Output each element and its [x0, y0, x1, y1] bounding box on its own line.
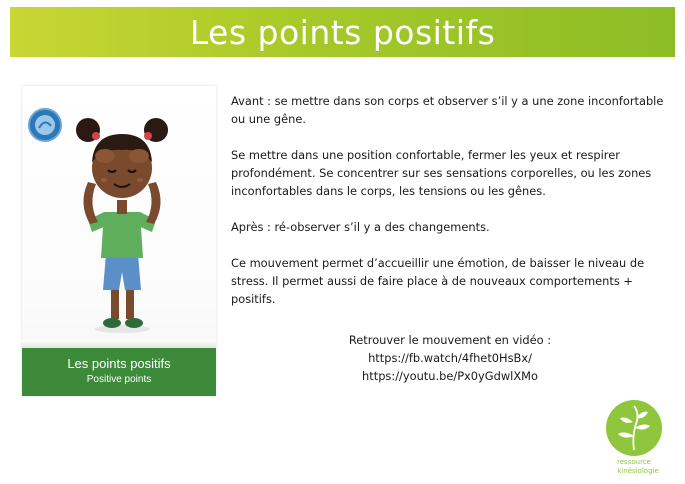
paragraph-benefit: Ce mouvement permet d’accueillir une émotion, de baisser le niveau de stress. Il permet aussi de faire place à de nouveaux comportements + positifs.	[231, 256, 645, 306]
card-badge-icon	[28, 108, 62, 142]
ressource-kinesiologie-logo	[604, 398, 664, 478]
logo-line1: ressource	[617, 458, 651, 466]
facebook-link[interactable]: https://fb.watch/4fhet0HsBx/	[368, 351, 532, 365]
exercise-card	[22, 86, 216, 396]
card-footer	[22, 346, 216, 396]
card-subtitle: Positive points	[86, 374, 152, 385]
video-intro: Retrouver le mouvement en vidéo :	[348, 333, 552, 347]
paragraph-position: Se mettre dans une position confortable, fermer les yeux et respirer profondément. Se concentrer sur ses sensations corporelles, ou les zones inconfortables dans le corps, les tensions ou les gênes.	[231, 148, 652, 198]
card-title: Les points positifs	[67, 356, 171, 371]
paragraph-after: Après : ré-observer s’il y a des changements.	[231, 220, 490, 234]
youtube-link[interactable]: https://youtu.be/Px0yGdwlXMo	[362, 369, 538, 383]
title-banner	[10, 7, 675, 57]
logo-line2: kinésiologie	[617, 467, 659, 475]
video-block	[300, 331, 600, 385]
paragraph-before: Avant : se mettre dans son corps et observer s’il y a une zone inconfortable ou une gêne.	[231, 94, 664, 126]
instructions	[231, 92, 671, 326]
page-title: Les points positifs	[189, 12, 496, 52]
